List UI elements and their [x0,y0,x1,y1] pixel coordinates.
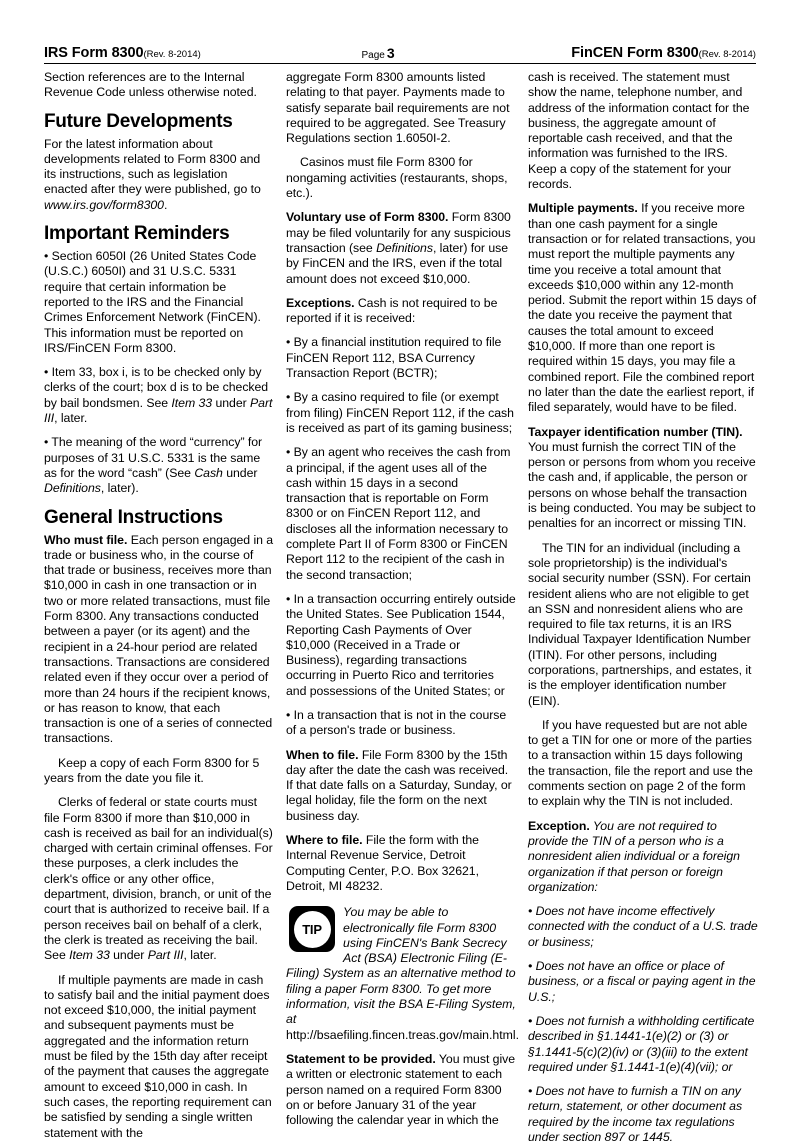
tin-exception-label: Exception. [528,818,590,833]
irs-form8300-url: www.irs.gov/form8300 [44,197,164,212]
reminder-bullet-2-text-b: under [212,395,251,410]
column-1 [44,70,274,1141]
reminder-bullet-2-text-a: • Item 33, box i, is to be checked only by clerks of the court; box d is to be checked by bail bondsmen. See [44,365,269,410]
irs-form-label: IRS Form 8300 [44,45,144,61]
where-to-file-text: File the form with the Internal Revenue Service, Detroit Computing Center, P.O. Box 32621, Detroit, MI 48232. [286,833,479,893]
multiple-payments-text: If you receive more than one cash payment for a single transaction or for related transactions, you must report the multiple payments any time you receive a total amount that exceeds $10,000 within any 12-month period. Submit the report within 15 days of the date you receive the payment that causes the total amount to exceed $10,000. If more than one report is required within 15 days, you may file a combined report. File the combined report no later than the date the earliest report, if filed separately, would have to be filed. [528,201,757,415]
tin-exception-bullet-1: • Does not have income effectively connected with the conduct of a U.S. trade or business; [528,904,758,949]
column-2 [286,70,520,1128]
when-to-file-paragraph [286,748,516,824]
clerks-text-b: under [109,948,148,963]
where-to-file-paragraph [286,833,516,894]
voluntary-use-label: Voluntary use of Form 8300. [286,210,449,225]
tin-exception-text: You are not required to provide the TIN of a person who is a nonresident alien individual or a foreign organization if that person or foreign organization: [528,818,740,894]
exceptions-text: Cash is not required to be reported if it is received: [286,295,498,326]
keep-copy-paragraph: Keep a copy of each Form 8300 for 5 years from the date you file it. [44,755,260,785]
multiple-payments-label: Multiple payments. [528,201,638,216]
when-to-file-text: File Form 8300 by the 15th day after the date the cash was received. If that date falls on a Saturday, Sunday, or legal holiday, file the form on the next business day. [286,747,512,823]
tin-exception-bullet-2: • Does not have an office or place of business, or a fiscal or paying agent in the U.S.; [528,959,756,1004]
tin-label: Taxpayer identification number (TIN). [528,424,743,439]
casinos-paragraph: Casinos must file Form 8300 for nongaming activities (restaurants, shops, etc.). [286,155,508,201]
tin-exception-paragraph [528,819,758,895]
reminder-bullet-3-ref-definitions: Definitions [44,481,101,496]
tin-paragraph [528,425,758,532]
multiple-payments-paragraph [528,201,758,415]
page-number-group [361,45,394,61]
exception-bullet-1: • By a financial institution required to file FinCEN Report 112, BSA Currency Transaction Report (BCTR); [286,335,502,381]
who-must-file-paragraph [44,533,274,747]
voluntary-ref-definitions: Definitions [376,240,433,255]
reminder-bullet-3 [44,435,274,496]
reminder-bullet-3-text-a: • The meaning of the word “currency” for purposes of 31 U.S.C. 5331 is the same as for the word “cash” (See [44,435,263,480]
who-must-file-text: Each person engaged in a trade or business who, in the course of that trade or business, receives more than $10,000 in cash in one transaction or in two or more related transactions, must file Form 8300. Any transactions conducted between a payer (or its agent) and the recipient in a 24-hour period are related transactions. Transactions are considered related even if they occur over a period of more than 24 hours if the recipient knows, or has reason to know, that each transaction is one of a series of connected transactions. [44,532,274,746]
heading-important-reminders: Important Reminders [44,223,230,245]
who-must-file-label: Who must file. [44,532,128,547]
tin-exception-bullet-4: • Does not have to furnish a TIN on any return, statement, or other document as required by the income tax regulations under section 897 or 1445. [528,1084,743,1144]
exception-bullet-4: • In a transaction occurring entirely outside the United States. See Publication 1544, Reporting Cash Payments of Over $10,000 (Received in a Trade or Business), regarding transactions occurring in Puerto Rico and territories and possessions of the United States; or [286,591,516,698]
section-references-paragraph: Section references are to the Internal Revenue Code unless otherwise noted. [44,70,257,100]
multiple-bail-payments-paragraph: If multiple payments are made in cash to satisfy bail and the initial payment does not exceed $10,000, the initial payment and subsequent payments must be aggregated and the information return must be filed by the 15th day after receipt of the payment that causes the aggregate amount to exceed $10,000 in cash. In such cases, the reporting requirement can be satisfied by sending a single written statement with the [44,972,272,1140]
when-to-file-label: When to file. [286,747,359,762]
statement-label: Statement to be provided. [286,1051,436,1066]
voluntary-use-text-a: Form 8300 may be filed voluntarily for any suspicious transaction (see [286,210,511,255]
tip-callout [286,905,520,1043]
bsa-efiling-url: http://bsaefiling.fincen.treas.gov/main.html. [286,1027,520,1042]
fincen-form-label: FinCEN Form 8300 [571,45,699,61]
tip-icon-label: TIP [302,921,322,937]
tip-icon-disc [294,911,331,948]
exception-bullet-2: • By a casino required to file (or exempt from filing) FinCEN Report 112, if the cash is received as part of its gaming business; [286,390,514,435]
clerks-text-c: , later. [183,948,217,963]
page-label: Page [361,50,385,61]
heading-future-developments: Future Developments [44,110,233,132]
tin-individual-paragraph: The TIN for an individual (including a sole proprietorship) is the individual's social security number (SSN). For certain resident aliens who are not eligible to get an SSN and nonresident aliens who are required to file tax returns, it is an IRS Individual Taxpayer Identification Number (ITIN). For other persons, including corporations, partnerships, and estates, it is the employer identification number (EIN). [528,540,752,708]
clerks-ref-partiii: Part III [147,948,184,963]
tin-exception-bullet-3: • Does not furnish a withholding certificate described in §1.1441-1(e)(2) or (3) or §1.1441-5(c)(2)(iv) or (3)(iii) to the extent required under §1.1441-1(e)(4)(vii); or [528,1013,755,1074]
aggregate-continuation-paragraph: aggregate Form 8300 amounts listed relating to that payer. Payments made to satisfy separate bail requirements are not required to be aggregated. See Treasury Regulations section 1.6050I-2. [286,70,510,146]
cash-received-continuation-paragraph: cash is received. The statement must show the name, telephone number, and address of the information contact for the business, the aggregate amount of reportable cash received, and that the information was furnished to the IRS. Keep a copy of the statement for your records. [528,70,750,192]
page-header [44,38,756,64]
future-developments-paragraph [44,137,274,213]
exception-bullet-3: • By an agent who receives the cash from a principal, if the agent uses all of the cash within 15 days in a second transaction that is reportable on Form 8300 or on FinCEN Report 112, and discloses all the information necessary to complete Part II of Form 8300 or FinCEN Report 112 to the recipient of the cash in the second transaction; [286,445,511,582]
page-number: 3 [386,45,395,61]
voluntary-use-text-b: , later) for use by FinCEN and the IRS, even if the total amount does not exceed $10,000. [286,240,508,286]
clerks-text-a: Clerks of federal or state courts must file Form 8300 if more than $10,000 in cash is received as bail for an individual(s) charged with certain criminal offenses. For these purposes, a clerk includes the clerk's office or any other office, department, division, branch, or unit of the court that is authorized to receive bail. If a person receives bail on behalf of a clerk, the clerk is treated as receiving the bail. See [44,795,273,963]
reminder-bullet-1: • Section 6050I (26 United States Code (U.S.C.) 6050I) and 31 U.S.C. 5331 require that certain information be reported to the IRS and the Financial Crimes Enforcement Network (FinCEN). This information must be reported on IRS/FinCEN Form 8300. [44,249,261,355]
reminder-bullet-3-ref-cash: Cash [194,465,223,480]
three-column-body [44,70,758,1144]
tip-body-text: You may be able to electronically file Form 8300 using FinCEN's Bank Secrecy Act (BSA) Electronic Filing (E-Filing) System as an alternative method to filing a paper Form 8300. To get more information, visit the BSA E-Filing System, at [286,905,516,1027]
reminder-bullet-2 [44,365,274,426]
tin-text: You must furnish the correct TIN of the person or persons from whom you receive the cash and, if applicable, the person or persons on whose behalf the transaction is being conducted. You may be subject to penalties for an incorrect or missing TIN. [528,439,756,531]
reminder-bullet-2-ref-partiii: Part III [44,395,273,426]
header-left-title [44,45,201,61]
exception-bullet-5: • In a transaction that is not in the course of a person's trade or business. [286,707,507,738]
reminder-bullet-2-text-c: , later. [54,411,88,426]
column-3 [528,70,758,1145]
future-developments-text: For the latest information about developments related to Form 8300 and its instructions, such as legislation enacted after they were published, go to [44,136,261,197]
irs-form-revision: (Rev. 8-2014) [143,49,201,60]
voluntary-use-paragraph [286,210,516,286]
header-right-title [571,45,756,61]
statement-to-be-provided-paragraph [286,1052,516,1128]
tip-icon [289,906,335,952]
reminder-bullet-3-text-c: , later). [100,481,139,496]
statement-text: You must give a written or electronic statement to each person named on a required Form 8300 on or before January 31 of the year following the calendar year in which the [286,1051,516,1128]
reminder-bullet-3-text-b: under [222,465,258,480]
fincen-form-revision: (Rev. 8-2014) [698,49,756,60]
tin-requested-paragraph: If you have requested but are not able to get a TIN for one or more of the parties to a transaction within 15 days following the transaction, file the report and use the comments section on page 2 of the form to explain why the TIN is not included. [528,717,753,809]
clerks-ref-item33: Item 33 [69,948,110,963]
heading-general-instructions: General Instructions [44,506,223,528]
exceptions-paragraph [286,296,516,327]
clerks-of-courts-paragraph [44,795,274,963]
future-developments-period: . [163,197,168,212]
reminder-bullet-2-ref-item33: Item 33 [171,395,213,410]
where-to-file-label: Where to file. [286,833,363,848]
exceptions-label: Exceptions. [286,295,355,310]
